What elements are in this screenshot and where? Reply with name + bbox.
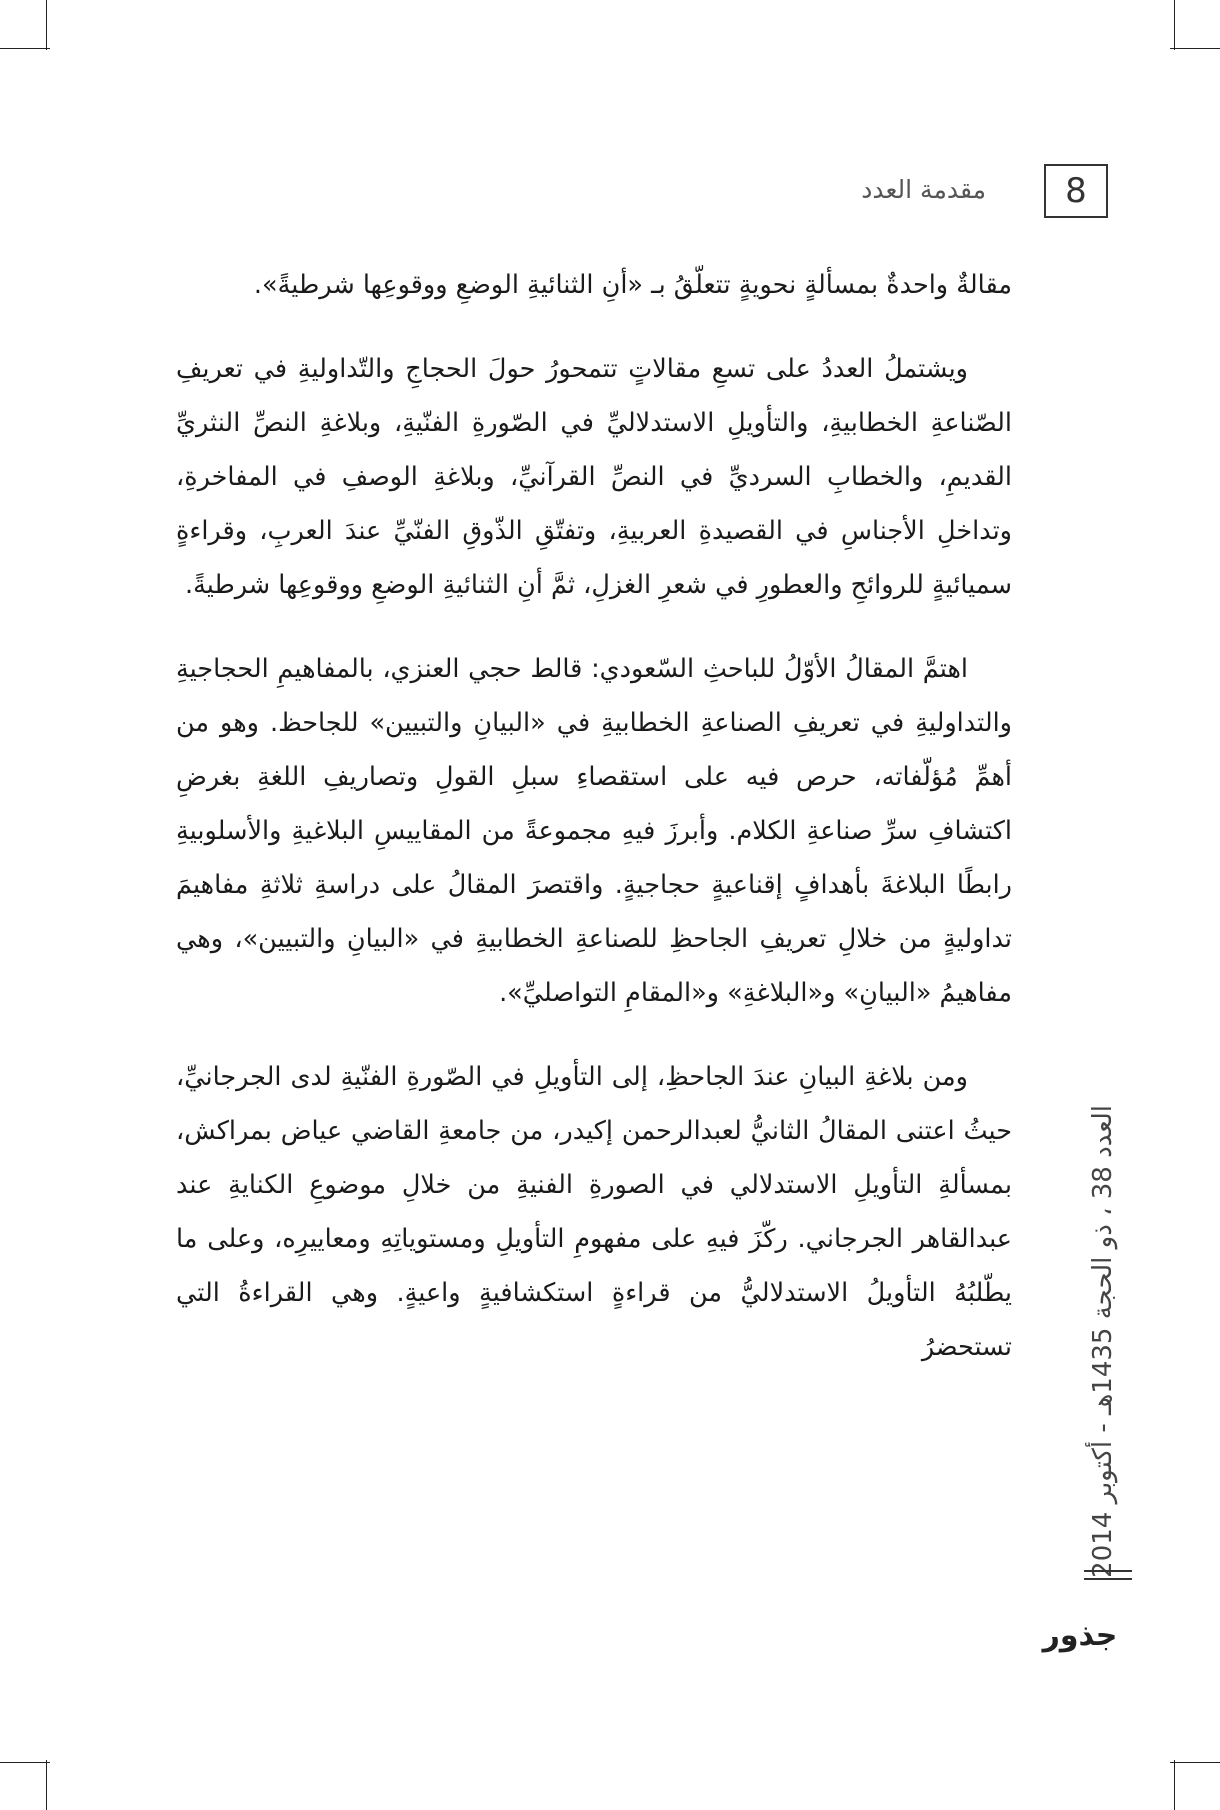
article-body (176, 258, 1012, 1404)
running-title: مقدمة العدد (861, 175, 986, 204)
crop-mark (1170, 48, 1220, 49)
paragraph: ومن بلاغةِ البيانِ عندَ الجاحظِ، إلى التأويلِ في الصّورةِ الفنّيةِ لدى الجرجانيِّ، حيثُ اعتنى المقالُ الثانيُّ لعبدالرحمن إكيدر، من جامعةِ القاضي عياض بمراكش، بمسألةِ التأويلِ الاستدلالي في الصورةِ الفنيةِ من خلالِ موضوعِ الكنايةِ عند عبدالقاهر الجرجاني. ركّزَ فيهِ على مفهومِ التأويلِ ومستوياتِهِ ومعاييرِه، وعلى ما يطّلبُهُ التأويلُ الاستدلاليُّ من قراءةٍ استكشافيةٍ واعيةٍ. وهي القراءةُ التي تستحضرُ (176, 1062, 1012, 1362)
crop-mark (46, 0, 47, 50)
side-divider (1084, 1570, 1132, 1580)
crop-mark (0, 48, 50, 49)
paragraph: اهتمَّ المقالُ الأوّلُ للباحثِ السّعودي: قالط حجي العنزي، بالمفاهيمِ الحجاجيةِ والتداوليةِ في تعريفِ الصناعةِ الخطابيةِ في «البيانِ والتبيين» للجاحظ. وهو من أهمِّ مُؤلّفاته، حرص فيه على استقصاءِ سبلِ القولِ وتصاريفِ اللغةِ بغرضِ اكتشافِ سرِّ صناعةِ الكلام. وأبرزَ فيهِ مجموعةً من المقاييسِ البلاغيةِ والأسلوبيةِ رابطًا البلاغةَ بأهدافٍ إقناعيةٍ حجاجيةٍ. واقتصرَ المقالُ على دراسةِ ثلاثةِ مفاهيمَ تداوليةٍ من خلالِ تعريفِ الجاحظِ للصناعةِ الخطابيةِ في «البيانِ والتبيين»، وهي مفاهيمُ «البيانِ» و«البلاغةِ» و«المقامِ التواصليِّ». (176, 654, 1012, 1008)
crop-mark (46, 1760, 47, 1810)
journal-logo: جذور (1042, 1618, 1118, 1653)
crop-mark (1170, 1762, 1220, 1763)
crop-mark (1174, 1760, 1175, 1810)
paragraph: مقالةٌ واحدةٌ بمسألةٍ نحويةٍ تتعلّقُ بـ «أنِ الثنائيةِ الوضعِ ووقوعِها شرطيةً». (253, 270, 1012, 300)
crop-mark (0, 1762, 50, 1763)
crop-mark (1174, 0, 1175, 50)
issue-info: العدد 38 ، ذو الحجة 1435هـ - أكتوبر 2014 (1088, 1105, 1118, 1578)
paragraph: ويشتملُ العددُ على تسعِ مقالاتٍ تتمحورُ حولَ الحجاجِ والتّداوليةِ في تعريفِ الصّناعةِ الخطابيةِ، والتأويلِ الاستدلاليِّ في الصّورةِ الفنّيةِ، وبلاغةِ النصِّ النثريِّ القديمِ، والخطابِ السرديِّ في النصِّ القرآنيِّ، وبلاغةِ الوصفِ في المفاخرةِ، وتداخلِ الأجناسِ في القصيدةِ العربيةِ، وتفتّقِ الذّوقِ الفنّيِّ عندَ العربِ، وقراءةٍ سميائيةٍ للروائحِ والعطورِ في شعرِ الغزلِ، ثمَّ أنِ الثنائيةِ الوضعِ ووقوعِها شرطيةً. (176, 354, 1012, 600)
page-number: 8 (1044, 164, 1108, 218)
